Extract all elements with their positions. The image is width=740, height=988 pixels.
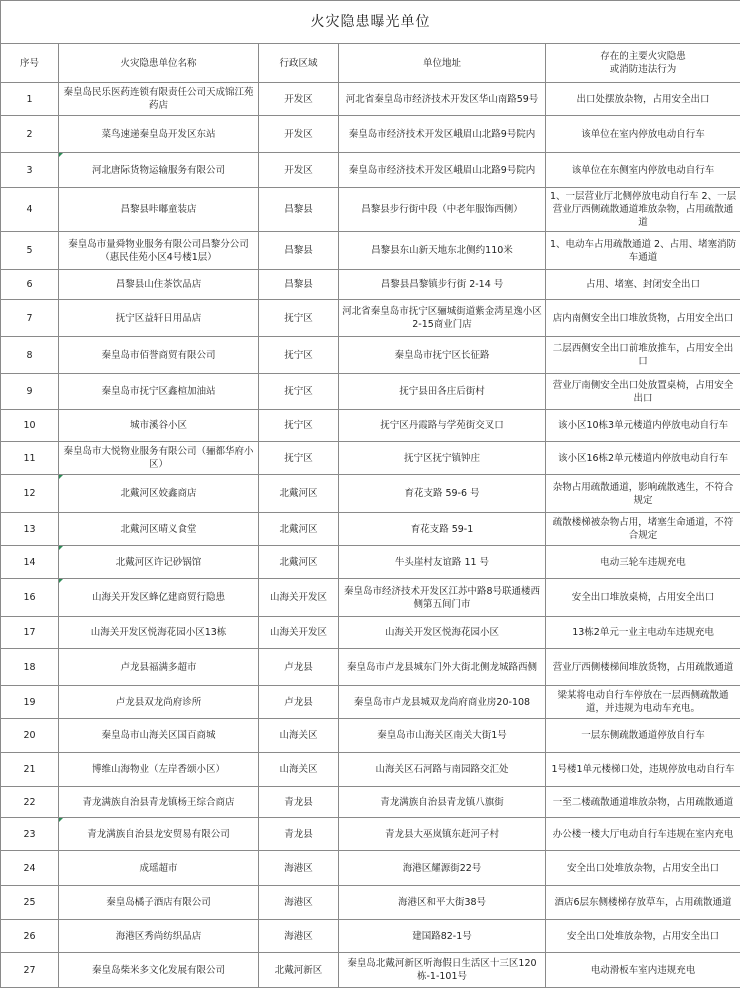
row-hazard: 1、一层营业厅北侧停放电动自行车 2、一层营业厅西侧疏散通道堆放杂物，占用疏散通道 — [546, 188, 740, 232]
row-hazard: 安全出口堆放桌椅，占用安全出口 — [546, 579, 740, 617]
row-index: 24 — [1, 851, 59, 886]
row-address: 秦皇岛市山海关区南关大街1号 — [339, 719, 546, 753]
row-hazard: 办公楼一楼大厅电动自行车违规在室内充电 — [546, 818, 740, 851]
row-unit-name: 成瑶超市 — [59, 851, 259, 886]
table-row — [1, 617, 740, 649]
table-row — [1, 300, 740, 337]
row-address: 山海关区石河路与南园路交汇处 — [339, 753, 546, 787]
row-index: 2 — [1, 116, 59, 153]
row-unit-name: 秦皇岛橘子酒店有限公司 — [59, 886, 259, 920]
row-unit-name: 秦皇岛市山海关区国百商城 — [59, 719, 259, 753]
row-index: 19 — [1, 686, 59, 719]
row-address: 秦皇岛北戴河新区听海假日生活区十三区120栋-1-101号 — [339, 953, 546, 988]
row-unit-name: 秦皇岛市量舜物业服务有限公司昌黎分公司（惠民佳苑小区4号楼1层） — [59, 232, 259, 270]
row-hazard: 安全出口处堆放杂物，占用安全出口 — [546, 851, 740, 886]
row-index: 6 — [1, 270, 59, 300]
table-row — [1, 513, 740, 546]
row-address: 建国路82-1号 — [339, 920, 546, 953]
header-hazard-line1: 存在的主要火灾隐患 — [600, 51, 686, 62]
row-index: 5 — [1, 232, 59, 270]
row-district: 青龙县 — [259, 787, 339, 818]
row-unit-name: 海港区秀尚纺织品店 — [59, 920, 259, 953]
row-unit-name: 青龙满族自治县龙安贸易有限公司 — [59, 818, 259, 851]
row-unit-name: 菜鸟速递秦皇岛开发区东站 — [59, 116, 259, 153]
row-district: 抚宁区 — [259, 374, 339, 410]
row-address: 抚宁县田各庄后街村 — [339, 374, 546, 410]
table-row — [1, 153, 740, 188]
row-unit-name: 秦皇岛柴米多文化发展有限公司 — [59, 953, 259, 988]
row-unit-name: 青龙满族自治县青龙镇杨王综合商店 — [59, 787, 259, 818]
row-district: 卢龙县 — [259, 649, 339, 686]
row-hazard: 出口处摆放杂物，占用安全出口 — [546, 83, 740, 116]
row-district: 山海关区 — [259, 753, 339, 787]
row-district: 开发区 — [259, 153, 339, 188]
row-index: 1 — [1, 83, 59, 116]
row-unit-name: 北戴河区晴义食堂 — [59, 513, 259, 546]
row-unit-name: 卢龙县福满多超市 — [59, 649, 259, 686]
table-row — [1, 787, 740, 818]
row-district: 抚宁区 — [259, 337, 339, 374]
table-row — [1, 753, 740, 787]
table-row — [1, 953, 740, 988]
row-unit-name: 北戴河区姣鑫商店 — [59, 475, 259, 513]
row-index: 25 — [1, 886, 59, 920]
row-hazard: 13栋2单元一业主电动车违规充电 — [546, 617, 740, 649]
row-index: 3 — [1, 153, 59, 188]
table-row — [1, 719, 740, 753]
row-address: 牛头崖村友谊路 11 号 — [339, 546, 546, 579]
row-district: 抚宁区 — [259, 410, 339, 442]
row-district: 卢龙县 — [259, 686, 339, 719]
header-index: 序号 — [1, 44, 59, 83]
row-index: 4 — [1, 188, 59, 232]
row-address: 青龙满族自治县青龙镇八旗街 — [339, 787, 546, 818]
table-row — [1, 374, 740, 410]
row-unit-name: 秦皇岛市佰誉商贸有限公司 — [59, 337, 259, 374]
row-hazard: 店内南侧安全出口堆放货物，占用安全出口 — [546, 300, 740, 337]
row-district: 昌黎县 — [259, 188, 339, 232]
row-hazard: 该小区10栋3单元楼道内停放电动自行车 — [546, 410, 740, 442]
row-hazard: 疏散楼梯被杂物占用，堵塞生命通道，不符合规定 — [546, 513, 740, 546]
header-address: 单位地址 — [339, 44, 546, 83]
row-unit-name: 秦皇岛市抚宁区鑫楦加油站 — [59, 374, 259, 410]
row-district: 山海关区 — [259, 719, 339, 753]
row-address: 秦皇岛市经济技术开发区峨眉山北路9号院内 — [339, 116, 546, 153]
row-address: 育花支路 59-6 号 — [339, 475, 546, 513]
row-hazard: 该单位在东侧室内停放电动自行车 — [546, 153, 740, 188]
row-unit-name: 秦皇岛市大悦物业服务有限公司（骊都华府小区） — [59, 442, 259, 475]
table-row — [1, 232, 740, 270]
header-district: 行政区域 — [259, 44, 339, 83]
table-row — [1, 818, 740, 851]
row-index: 8 — [1, 337, 59, 374]
row-district: 青龙县 — [259, 818, 339, 851]
row-district: 北戴河区 — [259, 546, 339, 579]
row-hazard: 酒店6层东侧楼梯存放草车，占用疏散通道 — [546, 886, 740, 920]
row-unit-name: 城市溪谷小区 — [59, 410, 259, 442]
row-unit-name: 秦皇岛民乐医药连锁有限责任公司天成锦江苑药店 — [59, 83, 259, 116]
row-index: 14 — [1, 546, 59, 579]
row-district: 开发区 — [259, 116, 339, 153]
row-index: 12 — [1, 475, 59, 513]
row-index: 20 — [1, 719, 59, 753]
row-address: 秦皇岛市卢龙县城双龙尚府商业房20-108 — [339, 686, 546, 719]
table-row — [1, 686, 740, 719]
row-index: 9 — [1, 374, 59, 410]
table-row — [1, 116, 740, 153]
row-hazard: 1号楼1单元楼梯口处，违规停放电动自行车 — [546, 753, 740, 787]
row-hazard: 电动滑板车室内违规充电 — [546, 953, 740, 988]
row-hazard: 一至二楼疏散通道堆放杂物，占用疏散通道 — [546, 787, 740, 818]
row-district: 海港区 — [259, 920, 339, 953]
row-hazard: 1、电动车占用疏散通道 2、占用、堵塞消防车通道 — [546, 232, 740, 270]
row-address: 河北省秦皇岛市抚宁区骊城街道紫金湾星逸小区2-15商业门店 — [339, 300, 546, 337]
header-unit: 火灾隐患单位名称 — [59, 44, 259, 83]
row-unit-name: 山海关开发区蜂亿建商贸行隐患 — [59, 579, 259, 617]
row-index: 13 — [1, 513, 59, 546]
table-row — [1, 920, 740, 953]
table-row — [1, 270, 740, 300]
table-body — [1, 83, 740, 988]
row-district: 昌黎县 — [259, 232, 339, 270]
table-row — [1, 851, 740, 886]
row-unit-name: 卢龙县双龙尚府诊所 — [59, 686, 259, 719]
row-address: 海港区和平大街38号 — [339, 886, 546, 920]
row-address: 秦皇岛市经济技术开发区峨眉山北路9号院内 — [339, 153, 546, 188]
row-address: 抚宁区抚宁镇钟庄 — [339, 442, 546, 475]
row-index: 7 — [1, 300, 59, 337]
row-district: 山海关开发区 — [259, 579, 339, 617]
row-hazard: 营业厅南侧安全出口处放置桌椅，占用安全出口 — [546, 374, 740, 410]
row-index: 26 — [1, 920, 59, 953]
header-hazard — [546, 44, 740, 83]
row-district: 昌黎县 — [259, 270, 339, 300]
row-unit-name: 博维山海物业（左岸香颂小区） — [59, 753, 259, 787]
row-address: 昌黎县东山新天地东北侧约110米 — [339, 232, 546, 270]
row-address: 青龙县大巫岚镇东赶河子村 — [339, 818, 546, 851]
table-row — [1, 886, 740, 920]
row-unit-name: 河北唐际货物运输服务有限公司 — [59, 153, 259, 188]
row-address: 秦皇岛市卢龙县城东门外大街北侧龙城路西侧 — [339, 649, 546, 686]
row-unit-name: 北戴河区许记砂锅馆 — [59, 546, 259, 579]
row-hazard: 一层东侧疏散通道停放自行车 — [546, 719, 740, 753]
row-unit-name: 抚宁区益轩日用品店 — [59, 300, 259, 337]
row-address: 育花支路 59-1 — [339, 513, 546, 546]
row-hazard: 该单位在室内停放电动自行车 — [546, 116, 740, 153]
row-hazard: 梁某将电动自行车停放在一层西侧疏散通道，并违规为电动车充电。 — [546, 686, 740, 719]
row-index: 18 — [1, 649, 59, 686]
row-index: 27 — [1, 953, 59, 988]
row-district: 北戴河区 — [259, 513, 339, 546]
row-district: 海港区 — [259, 886, 339, 920]
header-hazard-line2: 或消防违法行为 — [610, 64, 677, 75]
page-title: 火灾隐患曝光单位 — [1, 1, 740, 44]
table-row — [1, 83, 740, 116]
row-address: 海港区耀源街22号 — [339, 851, 546, 886]
row-hazard: 营业厅西侧楼梯间堆放货物，占用疏散通道 — [546, 649, 740, 686]
table-row — [1, 337, 740, 374]
row-district: 北戴河区 — [259, 475, 339, 513]
row-hazard: 占用、堵塞、封闭安全出口 — [546, 270, 740, 300]
row-index: 17 — [1, 617, 59, 649]
row-district: 山海关开发区 — [259, 617, 339, 649]
row-address: 昌黎县昌黎镇步行街 2-14 号 — [339, 270, 546, 300]
row-hazard: 电动三轮车违规充电 — [546, 546, 740, 579]
row-unit-name: 昌黎县山住茶饮品店 — [59, 270, 259, 300]
table-row — [1, 649, 740, 686]
row-hazard: 该小区16栋2单元楼道内停放电动自行车 — [546, 442, 740, 475]
row-index: 21 — [1, 753, 59, 787]
row-district: 北戴河新区 — [259, 953, 339, 988]
row-hazard: 二层西侧安全出口前堆放推车，占用安全出口 — [546, 337, 740, 374]
row-index: 23 — [1, 818, 59, 851]
table-row — [1, 410, 740, 442]
row-address: 秦皇岛市经济技术开发区江苏中路8号联通楼西侧第五间门市 — [339, 579, 546, 617]
table-row — [1, 442, 740, 475]
table-row — [1, 546, 740, 579]
table-row — [1, 188, 740, 232]
table-row — [1, 475, 740, 513]
row-address: 河北省秦皇岛市经济技术开发区华山南路59号 — [339, 83, 546, 116]
row-unit-name: 昌黎县咔嘟童装店 — [59, 188, 259, 232]
row-index: 11 — [1, 442, 59, 475]
table-row — [1, 579, 740, 617]
row-district: 抚宁区 — [259, 442, 339, 475]
row-district: 海港区 — [259, 851, 339, 886]
row-unit-name: 山海关开发区悦海花园小区13栋 — [59, 617, 259, 649]
row-hazard: 安全出口处堆放杂物，占用安全出口 — [546, 920, 740, 953]
row-address: 昌黎县步行街中段（中老年服饰西侧） — [339, 188, 546, 232]
row-address: 抚宁区丹霞路与学苑街交叉口 — [339, 410, 546, 442]
row-district: 抚宁区 — [259, 300, 339, 337]
row-address: 山海关开发区悦海花园小区 — [339, 617, 546, 649]
row-index: 22 — [1, 787, 59, 818]
row-district: 开发区 — [259, 83, 339, 116]
row-index: 10 — [1, 410, 59, 442]
row-index: 16 — [1, 579, 59, 617]
row-address: 秦皇岛市抚宁区长征路 — [339, 337, 546, 374]
header-row — [1, 44, 740, 83]
row-hazard: 杂物占用疏散通道，影响疏散逃生，不符合规定 — [546, 475, 740, 513]
